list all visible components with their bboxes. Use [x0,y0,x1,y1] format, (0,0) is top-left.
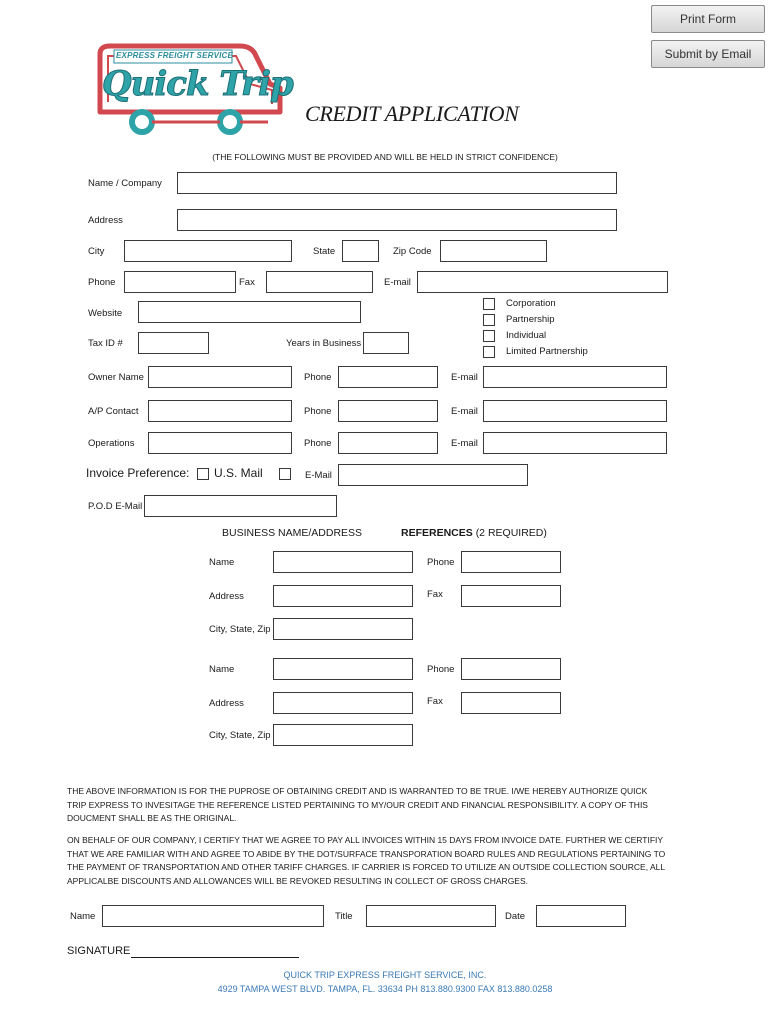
phone-label: Phone [88,277,116,288]
ref2-address-label: Address [209,698,244,709]
ref2-city-state-zip-input[interactable] [273,724,413,746]
signature-line[interactable] [131,957,299,958]
signer-title-label: Title [335,911,353,922]
state-input[interactable] [342,240,379,262]
date-input[interactable] [536,905,626,927]
years-in-business-label: Years in Business [286,338,362,349]
ref1-address-label: Address [209,591,244,602]
footer-company: QUICK TRIP EXPRESS FREIGHT SERVICE, INC. [283,970,487,980]
ref1-city-state-zip-input[interactable] [273,618,413,640]
authorization-paragraph: THE ABOVE INFORMATION IS FOR THE PUPROSE OF OBTAINING CREDIT AND IS WARRANTED TO BE TRUE. I/WE HEREBY AUTHORIZE QUICK TRIP EXPRESS TO INVESITAGE THE REFERENCE LISTED PERTAINING TO MY/OUR CREDIT AND FINANCIAL RESPONSIBILITY. A COPY OF THIS DOUCMENT SHALL BE AS THE ORIGINAL. [67,786,648,823]
individual-checkbox[interactable] [483,330,495,342]
ref1-name-input[interactable] [273,551,413,573]
confidentiality-note: (THE FOLLOWING MUST BE PROVIDED AND WILL BE HELD IN STRICT CONFIDENCE) [212,152,558,162]
ref2-fax-label: Fax [427,696,443,707]
invoice-preference-label: Invoice Preference: [86,466,190,480]
operations-label: Operations [88,438,135,449]
operations-phone-input[interactable] [338,432,438,454]
ap-phone-label: Phone [304,406,332,417]
ref2-city-state-zip-label: City, State, Zip [209,730,271,741]
city-label: City [88,246,105,257]
business-name-address-heading: BUSINESS NAME/ADDRESS [222,527,363,539]
ref1-name-label: Name [209,557,235,568]
operations-phone-label: Phone [304,438,332,449]
website-label: Website [88,308,123,319]
ref1-phone-label: Phone [427,557,455,568]
email-invoice-checkbox[interactable] [279,468,291,480]
ap-email-input[interactable] [483,400,667,422]
ref1-phone-input[interactable] [461,551,561,573]
partnership-label: Partnership [506,314,555,325]
ap-contact-label: A/P Contact [88,406,139,417]
us-mail-checkbox[interactable] [197,468,209,480]
address-label: Address [88,215,123,226]
ref2-phone-label: Phone [427,664,455,675]
limited-partnership-label: Limited Partnership [506,346,588,357]
signer-title-input[interactable] [366,905,496,927]
signer-name-input[interactable] [102,905,324,927]
submit-by-email-button[interactable]: Submit by Email [651,40,765,68]
date-label: Date [505,911,526,922]
certification-paragraph: ON BEHALF OF OUR COMPANY, I CERTIFY THAT WE AGREE TO PAY ALL INVOICES WITHIN 15 DAYS FROM INVOICE DATE. FURTHER WE CERTIFIY THAT WE ARE FAMILIAR WITH AND AGREE TO ABIDE BY THE DOT/SURFACE TRANSPORATION BOARD RULES AND REGULATIONS PERTAINING TO THE PAYMENT OF TRANSPORTATION AND OTHER TARIFF CHARGES. IF CARRIER IS FORCED TO UTILIZE AN OUTSIDE COLLECTION SOURCE, ALL APPLICALBE DISCOUNTS AND ALLOWANCES WILL BE REVOKED RESULTING IN COLLECT OF GROSS CHARGES. [67,835,666,886]
ap-phone-input[interactable] [338,400,438,422]
operations-email-label: E-mail [451,438,478,449]
references-heading [401,527,547,539]
ref1-fax-input[interactable] [461,585,561,607]
pod-email-label: P.O.D E-Mail [88,501,143,512]
signature-label: SIGNATURE [67,945,131,957]
owner-name-label: Owner Name [88,372,144,383]
state-label: State [313,246,336,257]
page-title: CREDIT APPLICATION [305,101,519,126]
email-invoice-label: E-Mail [305,470,332,481]
logo-name: Quick Trip [102,64,293,104]
years-in-business-input[interactable] [363,332,409,354]
zip-input[interactable] [440,240,547,262]
ref2-name-label: Name [209,664,235,675]
owner-name-input[interactable] [148,366,292,388]
tax-id-label: Tax ID # [88,338,123,349]
ref2-fax-input[interactable] [461,692,561,714]
footer-address: 4929 TAMPA WEST BLVD. TAMPA, FL. 33634 PH 813.880.9300 FAX 813.880.0258 [217,984,553,994]
fax-input[interactable] [266,271,373,293]
ref2-phone-input[interactable] [461,658,561,680]
address-input[interactable] [177,209,617,231]
owner-email-input[interactable] [483,366,667,388]
owner-phone-label: Phone [304,372,332,383]
tax-id-input[interactable] [138,332,209,354]
name-company-input[interactable] [177,172,617,194]
references-required-note: (2 REQUIRED) [475,527,547,539]
limited-partnership-checkbox[interactable] [483,346,495,358]
phone-input[interactable] [124,271,236,293]
signer-name-label: Name [70,911,96,922]
email-label: E-mail [384,277,411,288]
owner-phone-input[interactable] [338,366,438,388]
references-heading-bold: REFERENCES [401,527,473,539]
city-input[interactable] [124,240,292,262]
ref1-fax-label: Fax [427,589,443,600]
operations-email-input[interactable] [483,432,667,454]
corporation-checkbox[interactable] [483,298,495,310]
email-input[interactable] [417,271,668,293]
owner-email-label: E-mail [451,372,478,383]
fax-label: Fax [239,277,255,288]
ref2-address-input[interactable] [273,692,413,714]
us-mail-label: U.S. Mail [214,466,263,480]
invoice-email-input[interactable] [338,464,528,486]
website-input[interactable] [138,301,361,323]
logo-tagline: EXPRESS FREIGHT SERVICE [116,51,234,60]
ap-contact-input[interactable] [148,400,292,422]
partnership-checkbox[interactable] [483,314,495,326]
ref1-city-state-zip-label: City, State, Zip [209,624,271,635]
operations-input[interactable] [148,432,292,454]
ref1-address-input[interactable] [273,585,413,607]
pod-email-input[interactable] [144,495,337,517]
name-company-label: Name / Company [88,178,162,189]
quick-trip-logo [90,42,293,137]
individual-label: Individual [506,330,547,341]
ap-email-label: E-mail [451,406,478,417]
corporation-label: Corporation [506,298,556,309]
ref2-name-input[interactable] [273,658,413,680]
print-form-button[interactable]: Print Form [651,5,765,33]
zip-label: Zip Code [393,246,432,257]
